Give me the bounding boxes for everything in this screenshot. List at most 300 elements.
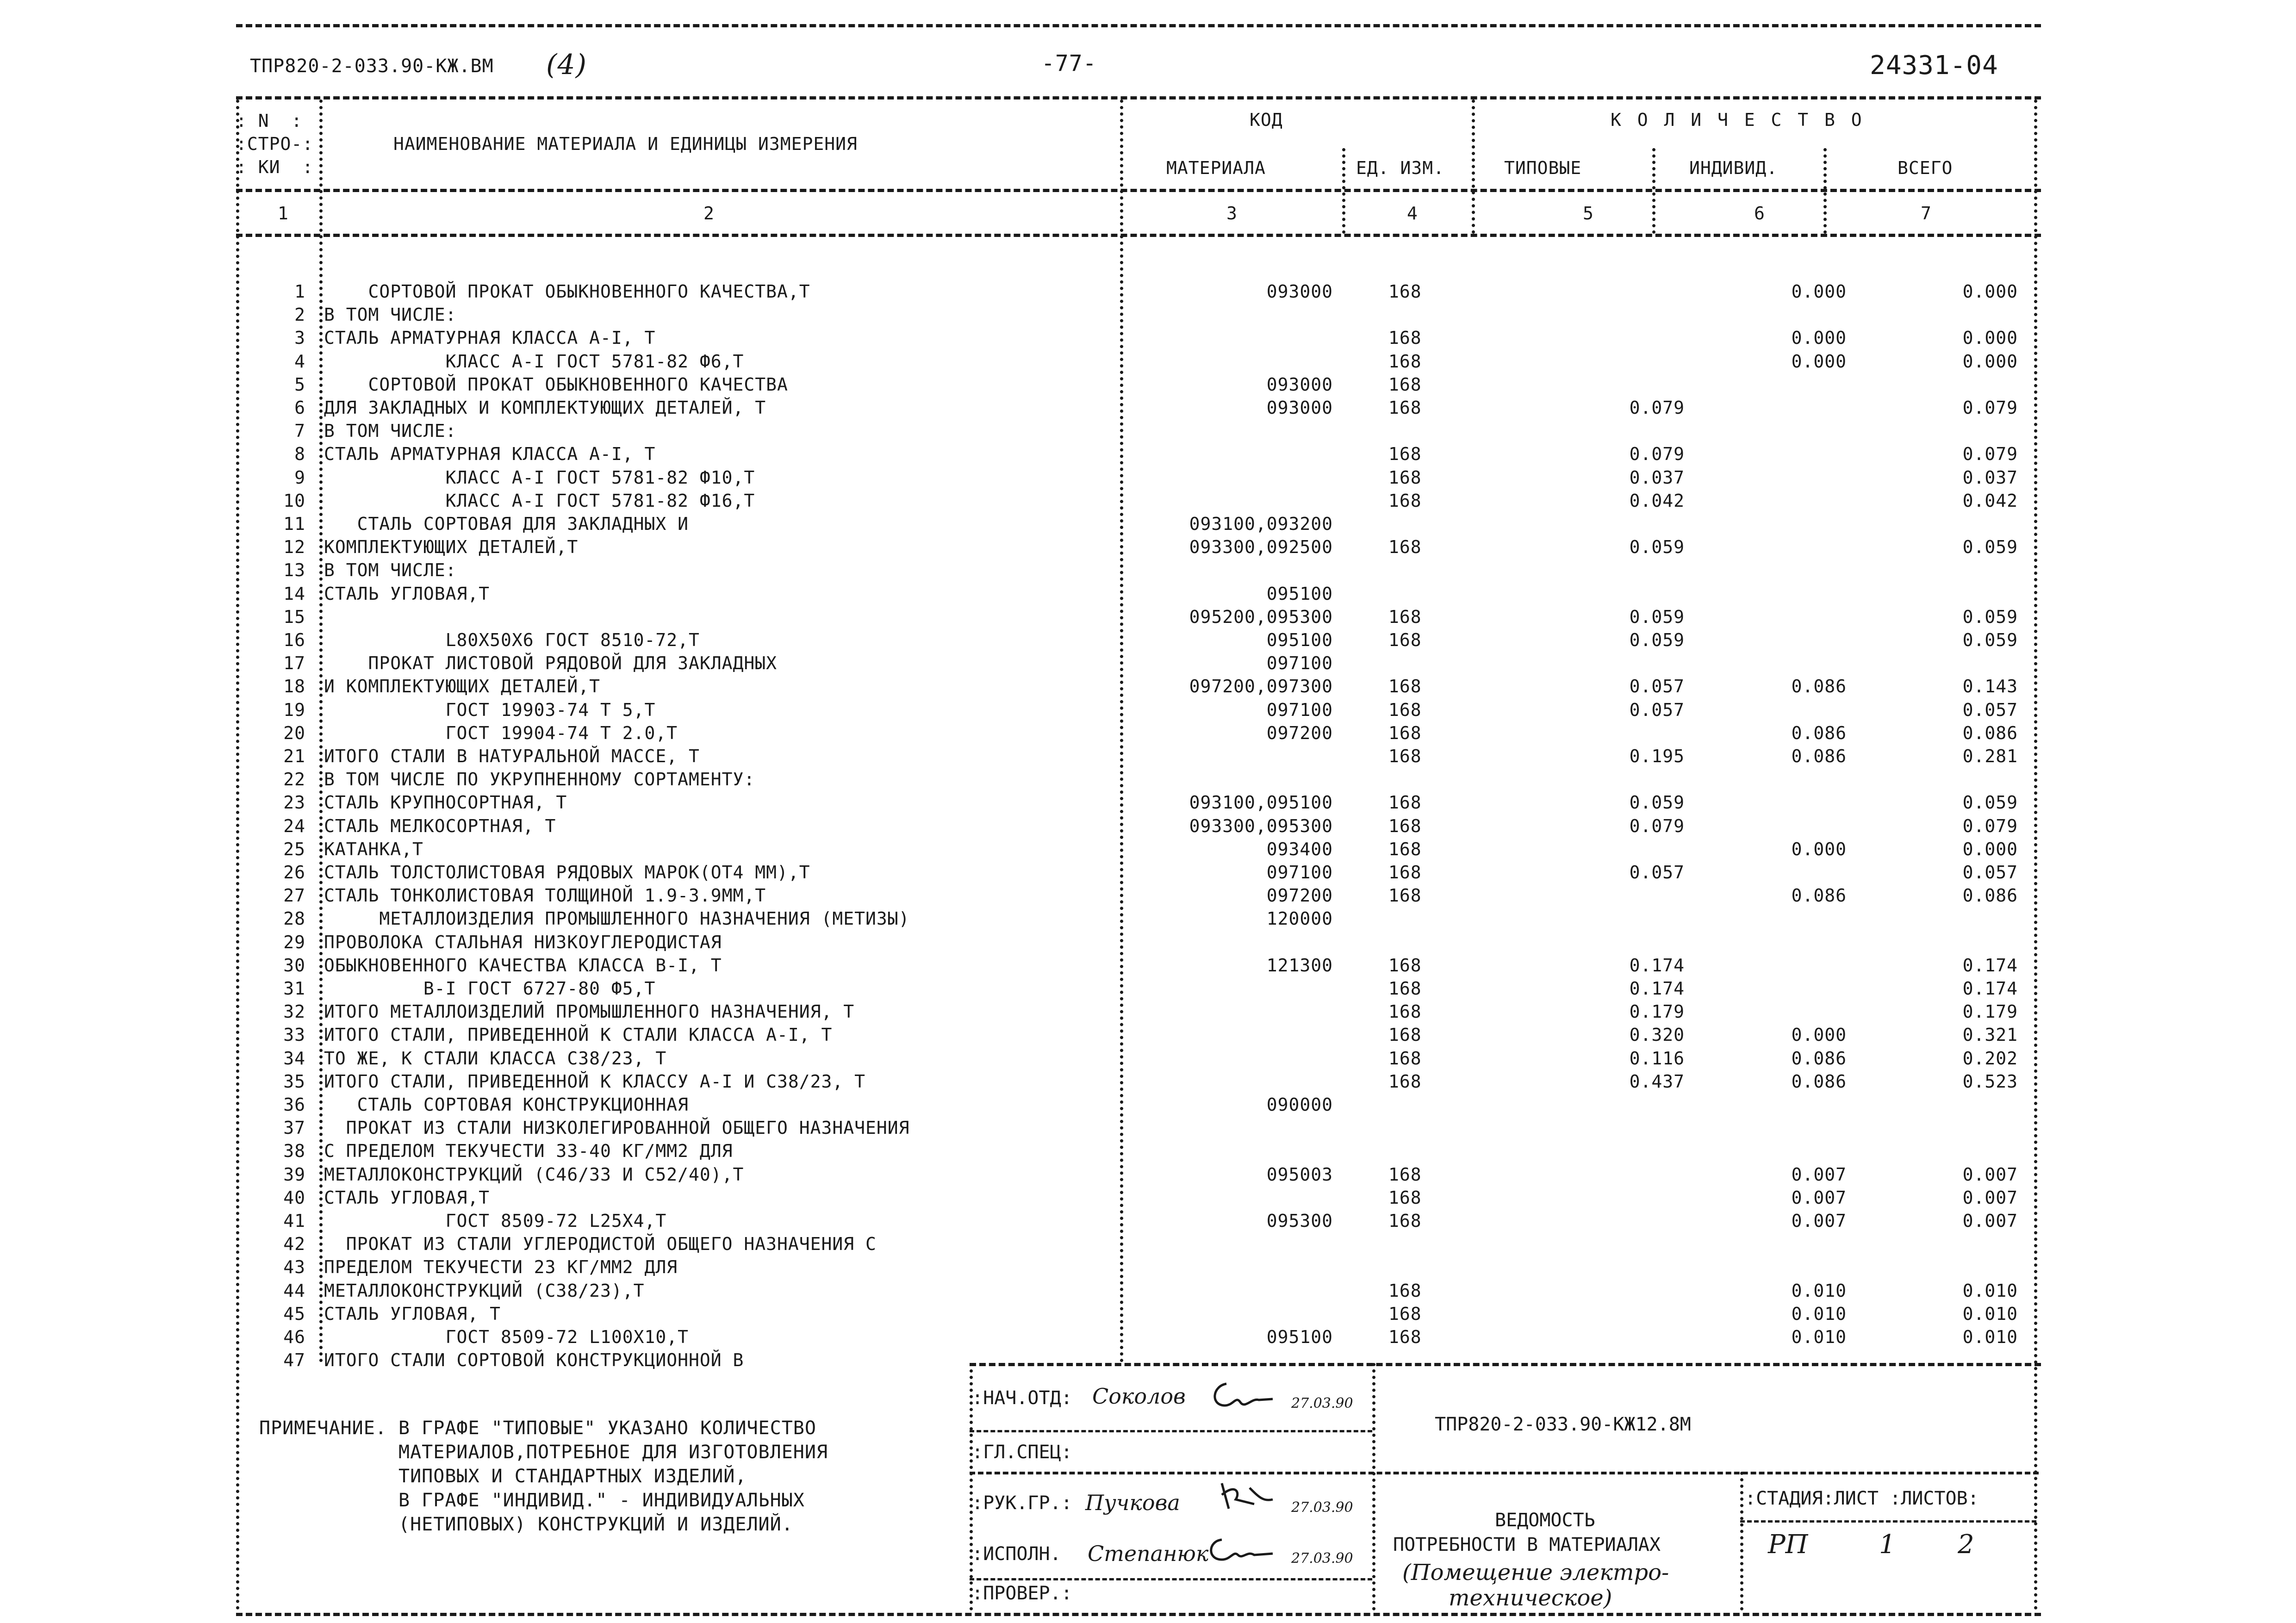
row-name: СТАЛЬ АРМАТУРНАЯ КЛАССА А-I, Т	[324, 444, 656, 465]
row-material-code: 095100	[1266, 630, 1333, 650]
table-row	[0, 698, 2036, 722]
table-row	[0, 559, 2036, 582]
table-row	[0, 373, 2036, 397]
col-sep-typ	[1652, 148, 1655, 234]
row-name: СТАЛЬ ТОНКОЛИСТОВАЯ ТОЛЩИНОЙ 1.9-3.9ММ,Т	[324, 885, 766, 906]
row-unit-code: 168	[1388, 746, 1422, 766]
row-number: 19	[283, 699, 305, 720]
row-material-code: 097100	[1266, 653, 1333, 674]
row-number: 4	[294, 351, 305, 372]
col-header-quantity: К О Л И Ч Е С Т В О	[1611, 110, 1865, 130]
row-typical: 0.057	[1629, 862, 1685, 883]
row-name: ТО ЖЕ, К СТАЛИ КЛАССА С38/23, Т	[324, 1048, 667, 1069]
row-total: 0.000	[1962, 328, 2018, 348]
col-num-4: 4	[1407, 203, 1418, 224]
table-row	[0, 1163, 2036, 1187]
table-row	[0, 791, 2036, 815]
row-unit-code: 168	[1388, 1071, 1422, 1092]
row-unit-code: 168	[1388, 885, 1422, 906]
row-name: ГОСТ 8509-72 L100X10,Т	[324, 1327, 689, 1347]
table-row	[0, 1093, 2036, 1117]
table-row	[0, 861, 2036, 884]
row-name: МЕТАЛЛОКОНСТРУКЦИЙ (С46/33 И С52/40),Т	[324, 1164, 744, 1185]
row-unit-code: 168	[1388, 1001, 1422, 1022]
row-number: 18	[283, 676, 305, 697]
table-row	[0, 489, 2036, 513]
row-material-code: 093400	[1266, 839, 1333, 859]
row-total: 0.202	[1962, 1048, 2018, 1069]
row-typical: 0.059	[1629, 792, 1685, 813]
table-row	[0, 1232, 2036, 1256]
row-individual: 0.000	[1791, 1025, 1847, 1045]
row-name: И КОМПЛЕКТУЮЩИХ ДЕТАЛЕЙ,Т	[324, 676, 600, 697]
row-name: КЛАСС А-I ГОСТ 5781-82 Ф10,Т	[324, 467, 755, 488]
row-name: В ТОМ ЧИСЛЕ:	[324, 305, 457, 325]
row-material-code: 095003	[1266, 1164, 1333, 1185]
table-row	[0, 582, 2036, 606]
row-number: 22	[283, 769, 305, 790]
row-unit-code: 168	[1388, 444, 1422, 465]
stamp-title-1: ВЕДОМОСТЬ	[1495, 1510, 1595, 1531]
row-name: КЛАСС А-I ГОСТ 5781-82 Ф6,Т	[324, 351, 744, 372]
table-row	[0, 326, 2036, 350]
row-number: 20	[283, 722, 305, 743]
row-number: 1	[294, 281, 305, 302]
table-row	[0, 442, 2036, 466]
row-total: 0.143	[1962, 676, 2018, 697]
col-header-individual: ИНДИВИД.	[1689, 158, 1778, 178]
row-name: В ТОМ ЧИСЛЕ:	[324, 421, 457, 442]
row-total: 0.079	[1962, 398, 2018, 418]
row-total: 0.057	[1962, 699, 2018, 720]
table-row	[0, 1070, 2036, 1094]
row-unit-code: 168	[1388, 398, 1422, 418]
table-row	[0, 1209, 2036, 1233]
col-num-3: 3	[1226, 203, 1238, 224]
row-unit-code: 168	[1388, 606, 1422, 627]
row-name: СТАЛЬ УГЛОВАЯ,Т	[324, 1187, 490, 1208]
row-total: 0.281	[1962, 746, 2018, 766]
row-unit-code: 168	[1388, 1327, 1422, 1347]
table-row	[0, 419, 2036, 443]
row-name: МЕТАЛЛОИЗДЕЛИЯ ПРОМЫШЛЕННОГО НАЗНАЧЕНИЯ (МЕТИЗЫ)	[324, 908, 910, 929]
stamp-date-3: 27.03.90	[1291, 1550, 1353, 1567]
col-sep-ind	[1823, 148, 1827, 234]
row-individual: 0.010	[1791, 1327, 1847, 1347]
stamp-sheet: 1	[1879, 1530, 1896, 1560]
table-row	[0, 675, 2036, 698]
col-header-material: МАТЕРИАЛА	[1166, 158, 1266, 178]
row-material-code: 093300,095300	[1189, 815, 1333, 836]
stamp-doc-code: ТПР820-2-033.90-КЖ12.8М	[1435, 1414, 1691, 1435]
row-number: 3	[294, 328, 305, 348]
table-row	[0, 1139, 2036, 1163]
row-name: В-I ГОСТ 6727-80 Ф5,Т	[324, 978, 656, 999]
stamp-rule-mid	[970, 1472, 2039, 1474]
table-row	[0, 1116, 2036, 1140]
row-total: 0.007	[1962, 1164, 2018, 1185]
row-material-code: 093000	[1266, 281, 1333, 302]
stamp-date-2: 27.03.90	[1291, 1499, 1353, 1516]
row-name: ПРОВОЛОКА СТАЛЬНАЯ НИЗКОУГЛЕРОДИСТАЯ	[324, 932, 722, 952]
table-row	[0, 1186, 2036, 1210]
row-unit-code: 168	[1388, 1048, 1422, 1069]
col-num-6: 6	[1754, 203, 1765, 224]
row-name: КОМПЛЕКТУЮЩИХ ДЕТАЛЕЙ,Т	[324, 537, 579, 558]
row-number: 31	[283, 978, 305, 999]
row-name: ИТОГО СТАЛИ В НАТУРАЛЬНОЙ МАССЕ, Т	[324, 746, 700, 766]
signature-name-stepanyuk: Степанюк	[1088, 1541, 1209, 1566]
row-name: СТАЛЬ СОРТОВАЯ КОНСТРУКЦИОННАЯ	[324, 1094, 689, 1115]
row-individual: 0.007	[1791, 1187, 1847, 1208]
stamp-ispoln-label: :ИСПОЛН.	[972, 1543, 1061, 1565]
row-total: 0.079	[1962, 444, 2018, 465]
col-sep-unit	[1472, 99, 1475, 234]
row-typical: 0.059	[1629, 537, 1685, 558]
table-row	[0, 815, 2036, 838]
row-number: 38	[283, 1141, 305, 1162]
row-number: 28	[283, 908, 305, 929]
row-number: 15	[283, 606, 305, 627]
table-row	[0, 977, 2036, 1001]
stamp-sheets: 2	[1958, 1530, 1974, 1560]
row-number: 7	[294, 421, 305, 442]
row-name: ИТОГО МЕТАЛЛОИЗДЕЛИЙ ПРОМЫШЛЕННОГО НАЗНАЧЕНИЯ, Т	[324, 1001, 855, 1022]
row-number: 47	[283, 1350, 305, 1371]
row-total: 0.010	[1962, 1280, 2018, 1301]
table-row	[0, 280, 2036, 304]
table-row	[0, 1349, 2036, 1372]
row-unit-code: 168	[1388, 978, 1422, 999]
row-total: 0.086	[1962, 885, 2018, 906]
row-material-code: 093000	[1266, 374, 1333, 395]
row-material-code: 093100,093200	[1189, 514, 1333, 534]
header-rule-top	[236, 96, 2041, 99]
row-typical: 0.037	[1629, 467, 1685, 488]
table-row	[0, 721, 2036, 745]
stamp-sep-mid	[1372, 1363, 1375, 1611]
table-row	[0, 1256, 2036, 1279]
row-name: ПРОКАТ ИЗ СТАЛИ НИЗКОЛЕГИРОВАННОЙ ОБЩЕГО НАЗНАЧЕНИЯ	[324, 1118, 910, 1138]
row-material-code: 090000	[1266, 1094, 1333, 1115]
signature-scribble-3	[1203, 1534, 1277, 1567]
row-typical: 0.437	[1629, 1071, 1685, 1092]
row-name: В ТОМ ЧИСЛЕ:	[324, 560, 457, 581]
row-number: 43	[283, 1257, 305, 1278]
stamp-gl-spec-label: :ГЛ.СПЕЦ:	[972, 1442, 1072, 1463]
row-unit-code: 168	[1388, 1303, 1422, 1324]
row-unit-code: 168	[1388, 862, 1422, 883]
row-number: 14	[283, 583, 305, 604]
table-row	[0, 512, 2036, 536]
row-number: 42	[283, 1234, 305, 1255]
row-unit-code: 168	[1388, 490, 1422, 511]
row-unit-code: 168	[1388, 1187, 1422, 1208]
row-number: 9	[294, 467, 305, 488]
table-row	[0, 605, 2036, 629]
table-row	[0, 628, 2036, 652]
bottom-rule	[236, 1613, 2041, 1616]
row-name: КЛАСС А-I ГОСТ 5781-82 Ф16,Т	[324, 490, 755, 511]
stamp-rule-a	[970, 1430, 1372, 1432]
row-name: СТАЛЬ МЕЛКОСОРТНАЯ, Т	[324, 815, 556, 836]
row-total: 0.042	[1962, 490, 2018, 511]
row-number: 25	[283, 839, 305, 859]
row-number: 10	[283, 490, 305, 511]
row-number: 12	[283, 537, 305, 558]
stamp-nach-otd-label: :НАЧ.ОТД:	[972, 1387, 1072, 1409]
table-row	[0, 1000, 2036, 1024]
col-header-unit: ЕД. ИЗМ.	[1356, 158, 1445, 178]
stamp-prover-label: :ПРОВЕР.:	[972, 1583, 1072, 1604]
row-name: ГОСТ 19903-74 Т 5,Т	[324, 699, 656, 720]
row-total: 0.059	[1962, 630, 2018, 650]
row-total: 0.059	[1962, 537, 2018, 558]
col-num-2: 2	[703, 203, 715, 224]
row-total: 0.086	[1962, 722, 2018, 743]
row-unit-code: 168	[1388, 1280, 1422, 1301]
row-unit-code: 168	[1388, 374, 1422, 395]
row-material-code: 095100	[1266, 583, 1333, 604]
row-name: ОБЫКНОВЕННОГО КАЧЕСТВА КЛАССА В-I, Т	[324, 955, 722, 976]
row-name: КАТАНКА,Т	[324, 839, 423, 859]
row-individual: 0.007	[1791, 1164, 1847, 1185]
row-individual: 0.086	[1791, 722, 1847, 743]
row-unit-code: 168	[1388, 815, 1422, 836]
row-number: 45	[283, 1303, 305, 1324]
row-number: 21	[283, 746, 305, 766]
row-typical: 0.174	[1629, 978, 1685, 999]
col-header-typical: ТИПОВЫЕ	[1504, 158, 1582, 178]
row-name: СТАЛЬ СОРТОВАЯ ДЛЯ ЗАКЛАДНЫХ И	[324, 514, 689, 534]
row-individual: 0.086	[1791, 676, 1847, 697]
row-individual: 0.086	[1791, 746, 1847, 766]
row-material-code: 097100	[1266, 699, 1333, 720]
table-row	[0, 1302, 2036, 1326]
col-header-num: : N : :СТРО-: : КИ :	[236, 111, 314, 177]
row-total: 0.007	[1962, 1211, 2018, 1231]
row-name: С ПРЕДЕЛОМ ТЕКУЧЕСТИ 33-40 КГ/ММ2 ДЛЯ	[324, 1141, 733, 1162]
row-number: 5	[294, 374, 305, 395]
table-row	[0, 350, 2036, 373]
table-row	[0, 1279, 2036, 1303]
row-name: ГОСТ 19904-74 Т 2.0,Т	[324, 722, 678, 743]
row-name: ПРОКАТ ИЗ СТАЛИ УГЛЕРОДИСТОЙ ОБЩЕГО НАЗНАЧЕНИЯ С	[324, 1234, 877, 1255]
stamp-stage-header: :СТАДИЯ:ЛИСТ :ЛИСТОВ:	[1745, 1488, 1979, 1509]
row-number: 37	[283, 1118, 305, 1138]
row-name: ДЛЯ ЗАКЛАДНЫХ И КОМПЛЕКТУЮЩИХ ДЕТАЛЕЙ, Т	[324, 398, 766, 418]
row-unit-code: 168	[1388, 467, 1422, 488]
row-name: ПРЕДЕЛОМ ТЕКУЧЕСТИ 23 КГ/ММ2 ДЛЯ	[324, 1257, 678, 1278]
row-number: 36	[283, 1094, 305, 1115]
row-typical: 0.042	[1629, 490, 1685, 511]
row-individual: 0.086	[1791, 1071, 1847, 1092]
row-number: 34	[283, 1048, 305, 1069]
col-num-1: 1	[278, 203, 289, 224]
row-material-code: 093100,095100	[1189, 792, 1333, 813]
stamp-title-2: ПОТРЕБНОСТИ В МАТЕРИАЛАХ	[1393, 1534, 1661, 1555]
row-unit-code: 168	[1388, 699, 1422, 720]
row-total: 0.321	[1962, 1025, 2018, 1045]
table-row	[0, 768, 2036, 791]
row-number: 32	[283, 1001, 305, 1022]
col-num-5: 5	[1583, 203, 1594, 224]
row-number: 35	[283, 1071, 305, 1092]
col-header-code: КОД	[1250, 110, 1283, 130]
row-total: 0.037	[1962, 467, 2018, 488]
row-total: 0.174	[1962, 978, 2018, 999]
stamp-date-1: 27.03.90	[1291, 1395, 1353, 1412]
row-unit-code: 168	[1388, 722, 1422, 743]
row-unit-code: 168	[1388, 1211, 1422, 1231]
row-unit-code: 168	[1388, 630, 1422, 650]
row-typical: 0.116	[1629, 1048, 1685, 1069]
row-total: 0.079	[1962, 815, 2018, 836]
row-material-code: 097200	[1266, 885, 1333, 906]
top-rule	[236, 24, 2041, 27]
row-individual: 0.086	[1791, 885, 1847, 906]
table-row	[0, 1325, 2036, 1349]
row-name: МЕТАЛЛОКОНСТРУКЦИЙ (С38/23),Т	[324, 1280, 645, 1301]
row-material-code: 095100	[1266, 1327, 1333, 1347]
row-number: 2	[294, 305, 305, 325]
stamp-title-hand-1: (Помещение электро-	[1402, 1560, 1669, 1586]
table-row	[0, 1023, 2036, 1047]
col-header-name: НАИМЕНОВАНИЕ МАТЕРИАЛА И ЕДИНИЦЫ ИЗМЕРЕНИЯ	[393, 134, 858, 154]
col-num-7: 7	[1921, 203, 1932, 224]
row-individual: 0.000	[1791, 351, 1847, 372]
row-number: 30	[283, 955, 305, 976]
row-total: 0.000	[1962, 839, 2018, 859]
row-total: 0.059	[1962, 792, 2018, 813]
row-number: 33	[283, 1025, 305, 1045]
row-name: ИТОГО СТАЛИ, ПРИВЕДЕННОЙ К КЛАССУ А-I И С38/23, Т	[324, 1071, 866, 1092]
row-number: 41	[283, 1211, 305, 1231]
row-individual: 0.086	[1791, 1048, 1847, 1069]
table-row	[0, 1047, 2036, 1070]
row-total: 0.007	[1962, 1187, 2018, 1208]
row-number: 6	[294, 398, 305, 418]
row-unit-code: 168	[1388, 676, 1422, 697]
table-row	[0, 745, 2036, 768]
row-total: 0.057	[1962, 862, 2018, 883]
row-name: СТАЛЬ ТОЛСТОЛИСТОВАЯ РЯДОВЫХ МАРОК(ОТ4 ММ),Т	[324, 862, 810, 883]
table-row	[0, 931, 2036, 954]
row-typical: 0.057	[1629, 699, 1685, 720]
header-rule-mid	[236, 189, 2041, 192]
row-typical: 0.179	[1629, 1001, 1685, 1022]
row-individual: 0.010	[1791, 1303, 1847, 1324]
row-number: 44	[283, 1280, 305, 1301]
row-typical: 0.059	[1629, 630, 1685, 650]
row-unit-code: 168	[1388, 1164, 1422, 1185]
row-material-code: 095200,095300	[1189, 606, 1333, 627]
row-typical: 0.195	[1629, 746, 1685, 766]
doc-code-left: ТПР820-2-033.90-КЖ.ВМ	[250, 56, 494, 77]
col-header-total: ВСЕГО	[1898, 158, 1953, 178]
signature-scribble-2	[1208, 1479, 1277, 1516]
signature-name-sokolov: Соколов	[1092, 1384, 1186, 1409]
row-number: 17	[283, 653, 305, 674]
row-unit-code: 168	[1388, 1025, 1422, 1045]
row-total: 0.000	[1962, 351, 2018, 372]
row-material-code: 093300,092500	[1189, 537, 1333, 558]
row-number: 8	[294, 444, 305, 465]
row-total: 0.010	[1962, 1327, 2018, 1347]
row-individual: 0.010	[1791, 1280, 1847, 1301]
page-number: -77-	[1041, 50, 1097, 76]
row-name: СОРТОВОЙ ПРОКАТ ОБЫКНОВЕННОГО КАЧЕСТВА	[324, 374, 788, 395]
row-typical: 0.057	[1629, 676, 1685, 697]
signature-scribble-1	[1208, 1377, 1277, 1414]
row-number: 27	[283, 885, 305, 906]
stamp-title-hand-2: техническое)	[1449, 1585, 1612, 1611]
row-material-code: 120000	[1266, 908, 1333, 929]
row-number: 40	[283, 1187, 305, 1208]
row-material-code: 093000	[1266, 398, 1333, 418]
row-number: 46	[283, 1327, 305, 1347]
table-row	[0, 466, 2036, 490]
row-total: 0.000	[1962, 281, 2018, 302]
row-unit-code: 168	[1388, 955, 1422, 976]
row-unit-code: 168	[1388, 537, 1422, 558]
row-total: 0.059	[1962, 606, 2018, 627]
doc-code-left-hand: (4)	[546, 49, 587, 81]
row-name: СОРТОВОЙ ПРОКАТ ОБЫКНОВЕННОГО КАЧЕСТВА,Т	[324, 281, 810, 302]
row-name: СТАЛЬ УГЛОВАЯ,Т	[324, 583, 490, 604]
row-name: ГОСТ 8509-72 L25X4,Т	[324, 1211, 667, 1231]
row-total: 0.010	[1962, 1303, 2018, 1324]
row-name: ПРОКАТ ЛИСТОВОЙ РЯДОВОЙ ДЛЯ ЗАКЛАДНЫХ	[324, 653, 777, 674]
row-total: 0.179	[1962, 1001, 2018, 1022]
row-total: 0.523	[1962, 1071, 2018, 1092]
row-number: 13	[283, 560, 305, 581]
row-unit-code: 168	[1388, 281, 1422, 302]
stamp-ruk-gr-label: :РУК.ГР.:	[972, 1492, 1072, 1514]
table-row	[0, 954, 2036, 977]
row-typical: 0.079	[1629, 444, 1685, 465]
table-row	[0, 396, 2036, 420]
row-individual: 0.000	[1791, 281, 1847, 302]
row-individual: 0.000	[1791, 839, 1847, 859]
row-total: 0.174	[1962, 955, 2018, 976]
row-number: 11	[283, 514, 305, 534]
stamp-sep-right	[1740, 1472, 1743, 1611]
col-sep-code	[1342, 148, 1345, 234]
row-individual: 0.007	[1791, 1211, 1847, 1231]
note-text: ПРИМЕЧАНИЕ. В ГРАФЕ "ТИПОВЫЕ" УКАЗАНО КОЛИЧЕСТВО МАТЕРИАЛОВ,ПОТРЕБНОЕ ДЛЯ ИЗГОТОВЛЕНИЯ ТИПОВЫХ И СТАНДАРТНЫХ ИЗДЕЛИЙ, В ГРАФЕ "ИНДИВИД." - ИНДИВИДУАЛЬНЫХ (НЕТИПОВЫХ) КОНСТРУКЦИЙ И ИЗДЕЛИЙ.	[259, 1418, 828, 1535]
table-row	[0, 907, 2036, 931]
row-number: 26	[283, 862, 305, 883]
row-number: 23	[283, 792, 305, 813]
row-typical: 0.174	[1629, 955, 1685, 976]
row-individual: 0.000	[1791, 328, 1847, 348]
row-typical: 0.320	[1629, 1025, 1685, 1045]
row-typical: 0.059	[1629, 606, 1685, 627]
row-name: ИТОГО СТАЛИ СОРТОВОЙ КОНСТРУКЦИОННОЙ В	[324, 1350, 744, 1371]
row-name: ИТОГО СТАЛИ, ПРИВЕДЕННОЙ К СТАЛИ КЛАССА А-I, Т	[324, 1025, 833, 1045]
header-rule-bottom	[236, 234, 2041, 237]
row-number: 29	[283, 932, 305, 952]
table-row	[0, 838, 2036, 861]
row-unit-code: 168	[1388, 351, 1422, 372]
row-number: 39	[283, 1164, 305, 1185]
row-material-code: 097100	[1266, 862, 1333, 883]
table-row	[0, 884, 2036, 908]
row-unit-code: 168	[1388, 328, 1422, 348]
row-typical: 0.079	[1629, 398, 1685, 418]
row-material-code: 097200,097300	[1189, 676, 1333, 697]
